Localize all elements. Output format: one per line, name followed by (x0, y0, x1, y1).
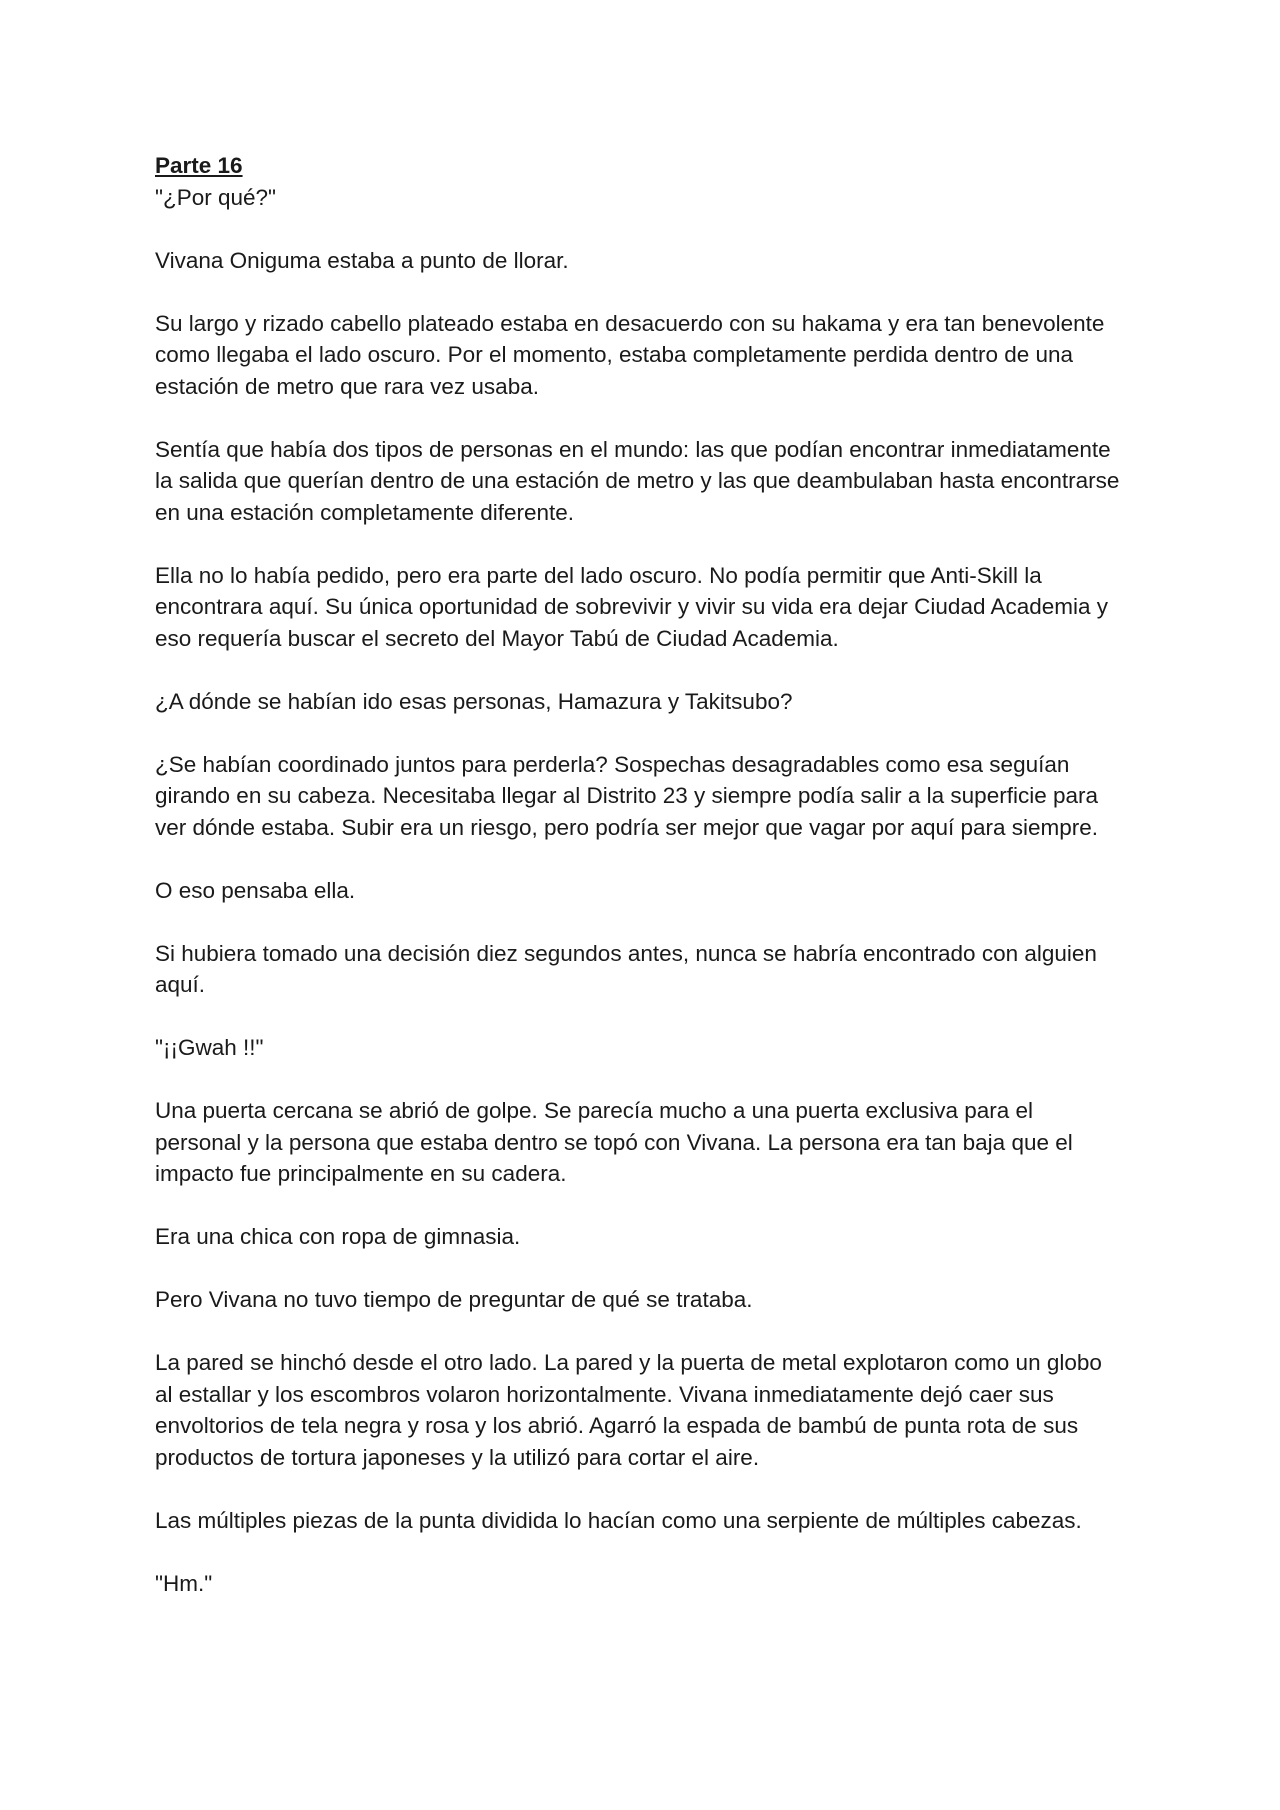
chapter-title: Parte 16 (155, 153, 243, 178)
document-page (155, 150, 1125, 1631)
paragraph-3: Su largo y rizado cabello plateado estaba en desacuerdo con su hakama y era tan benevolente como llegaba el lado oscuro. Por el momento, estaba completamente perdida dentro de una estación de metro que rara vez usaba. (155, 310, 1105, 399)
paragraph-6: ¿A dónde se habían ido esas personas, Hamazura y Takitsubo? (155, 688, 793, 714)
paragraph-14: La pared se hinchó desde el otro lado. La pared y la puerta de metal explotaron como un globo al estallar y los escombros volaron horizontalmente. Vivana inmediatamente dejó caer sus envoltorios de tela negra y rosa y los abrió. Agarró la espada de bambú de punta rota de sus productos de tortura japoneses y la utilizó para cortar el aire. (155, 1350, 1102, 1470)
paragraph-16: "Hm." (155, 1570, 213, 1596)
paragraph-7: ¿Se habían coordinado juntos para perderla? Sospechas desagradables como esa seguían girando en su cabeza. Necesitaba llegar al Distrito 23 y siempre podía salir a la superficie para ver dónde estaba. Subir era un riesgo, pero podría ser mejor que vagar por aquí para siempre. (155, 751, 1099, 840)
paragraph-1: "¿Por qué?" (155, 184, 277, 210)
paragraph-9: Si hubiera tomado una decisión diez segundos antes, nunca se habría encontrado con alguien aquí. (155, 940, 1097, 997)
paragraph-11: Una puerta cercana se abrió de golpe. Se parecía mucho a una puerta exclusiva para el personal y la persona que estaba dentro se topó con Vivana. La persona era tan baja que el impacto fue principalmente en su cadera. (155, 1098, 1073, 1186)
paragraph-13: Pero Vivana no tuvo tiempo de preguntar de qué se trataba. (155, 1287, 753, 1312)
paragraph-4: Sentía que había dos tipos de personas en el mundo: las que podían encontrar inmediatamente la salida que querían dentro de una estación de metro y las que deambulaban hasta encontrarse en una estación completamente diferente. (155, 436, 1120, 525)
paragraph-12: Era una chica con ropa de gimnasia. (155, 1224, 521, 1249)
paragraph-5: Ella no lo había pedido, pero era parte del lado oscuro. No podía permitir que Anti-Skill la encontrara aquí. Su única oportunidad de sobrevivir y vivir su vida era dejar Ciudad Academia y eso requería buscar el secreto del Mayor Tabú de Ciudad Academia. (155, 562, 1109, 651)
paragraph-10: "¡¡Gwah !!" (155, 1035, 264, 1060)
paragraph-8: O eso pensaba ella. (155, 877, 356, 903)
paragraph-15: Las múltiples piezas de la punta dividida lo hacían como una serpiente de múltiples cabezas. (155, 1507, 1082, 1533)
paragraph-2: Vivana Oniguma estaba a punto de llorar. (155, 247, 569, 273)
